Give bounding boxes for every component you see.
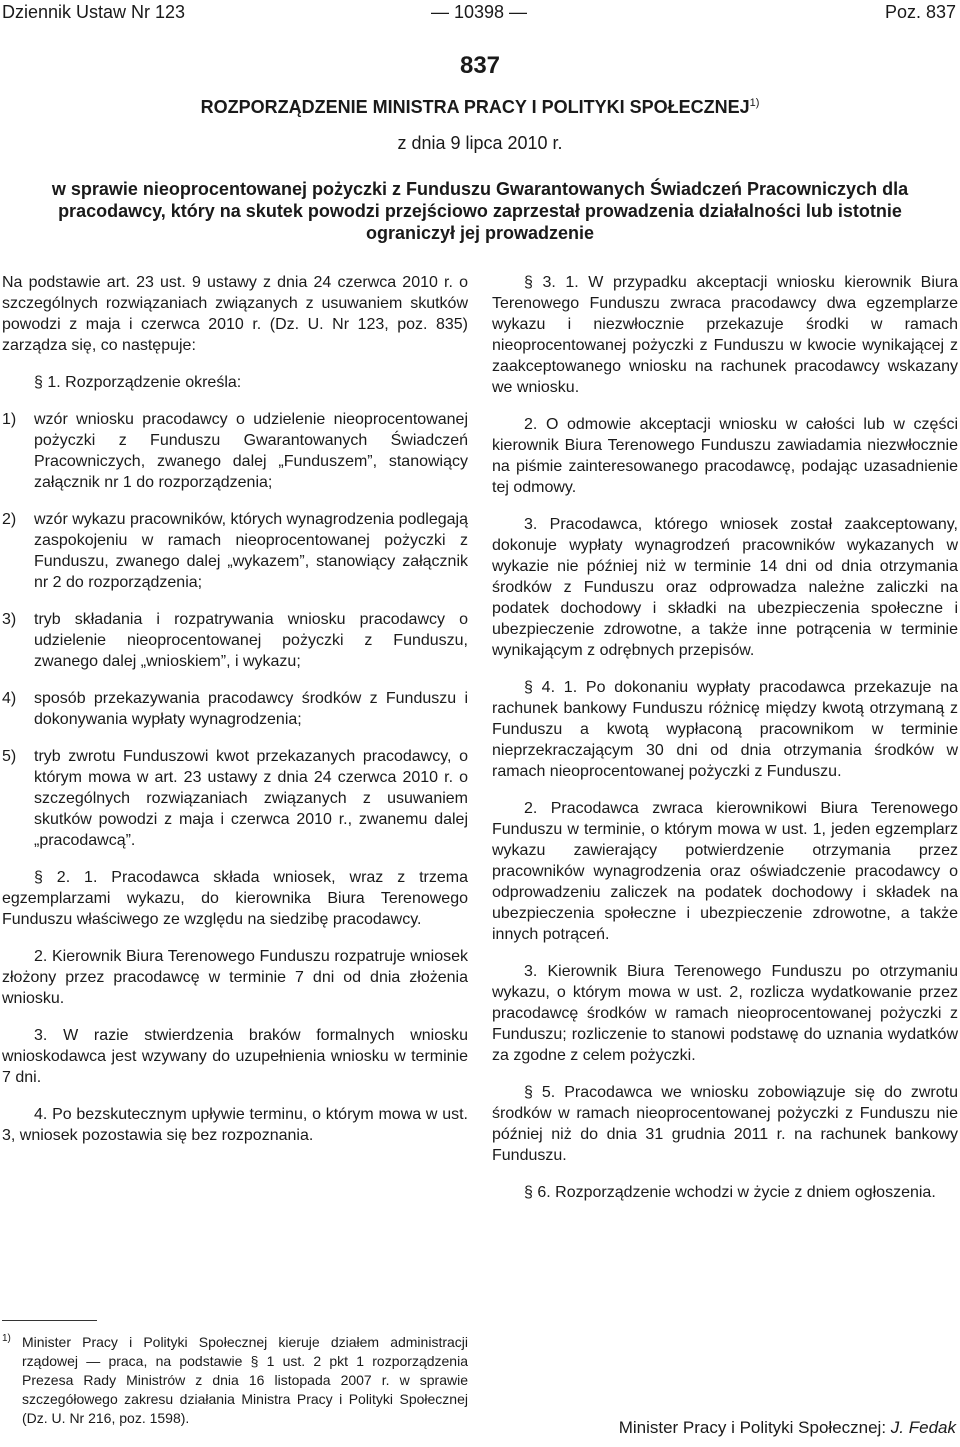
section-4-paragraph-2: 2. Pracodawca zwraca kierownikowi Biura Terenowego Funduszu w terminie, o którym mowa w ust. 1, jeden egzemplarz wykazu zawierający potwierdzenie otrzymania przez pracowników wynagrodzenia oraz oświadczenie pracodawcy o odprowadzeniu zaliczek na podatek dochodowy i składek na ubezpieczenia społeczne i ubezpieczenie zdrowotne, a także innych potrąceń. xyxy=(492,800,958,943)
list-item-number: 4) xyxy=(2,690,17,707)
section-4-paragraph-3: 3. Kierownik Biura Terenowego Funduszu po otrzymaniu wykazu, o którym mowa w ust. 2, rozlicza wydatkowanie przez pracodawcę środków w ramach nieoprocentowanej pożyczki z Funduszu; rozliczenie to stanowi podstawę do uznania wydatków za zgodne z celem pożyczki. xyxy=(492,963,958,1064)
list-item xyxy=(2,409,468,493)
list-item xyxy=(2,746,468,851)
section-2-paragraph-1: § 2. 1. Pracodawca składa wniosek, wraz z trzema egzemplarzami wykazu, do kierownika Biura Terenowego Funduszu właściwego ze względu na siedzibę pracodawcy. xyxy=(2,869,468,928)
list-item-number: 3) xyxy=(2,611,17,628)
title-footnote-marker[interactable]: 1) xyxy=(749,97,760,109)
section-2-paragraph-4: 4. Po bezskutecznym upływie terminu, o którym mowa w ust. 3, wniosek pozostawia się bez rozpoznania. xyxy=(2,1106,468,1144)
section-2-paragraph-2: 2. Kierownik Biura Terenowego Funduszu rozpatruje wniosek złożony przez pracodawcę w terminie 7 dni od dnia złożenia wniosku. xyxy=(2,948,468,1007)
footnote-marker: 1) xyxy=(2,1333,11,1344)
section-5: § 5. Pracodawca we wniosku zobowiązuje się do zwrotu środków w ramach nieoprocentowanej pożyczki z Funduszu nie później niż do dnia 31 grudnia 2011 r. na rachunek bankowy Funduszu. xyxy=(492,1084,958,1164)
section-6: § 6. Rozporządzenie wchodzi w życie z dniem ogłoszenia. xyxy=(524,1184,936,1201)
left-column xyxy=(2,272,468,1162)
page-header xyxy=(2,2,956,28)
section-2-paragraph-3: 3. W razie stwierdzenia braków formalnych wniosku wnioskodawca jest wzywany do uzupełnienia wniosku w terminie 7 dni. xyxy=(2,1027,468,1086)
position-number: Poz. 837 xyxy=(884,2,956,22)
journal-name: Dziennik Ustaw Nr 123 xyxy=(2,2,186,22)
act-title xyxy=(0,97,960,118)
list-item-text: sposób przekazywania pracodawcy środków z Funduszu i dokonywania wypłaty wynagrodzenia; xyxy=(34,690,468,728)
right-column xyxy=(492,272,958,1219)
page-number: — 10398 — xyxy=(430,2,528,22)
act-title-text: ROZPORZĄDZENIE MINISTRA PRACY I POLITYKI SPOŁECZNEJ xyxy=(200,97,750,117)
list-item xyxy=(2,688,468,730)
list-item-text: wzór wykazu pracowników, których wynagrodzenia podlegają zaspokojeniu w ramach nieoprocentowanej pożyczki z Funduszu, zwanego dalej „wykazem”, stanowiący załącznik nr 2 do rozporządzenia; xyxy=(34,511,468,591)
footnote-text: Minister Pracy i Polityki Społecznej kieruje działem administracji rządowej — praca, na podstawie § 1 ust. 2 pkt 1 rozporządzenia Prezesa Rady Ministrów z dnia 16 listopada 2007 r. w sprawie szczegółowego zakresu działania Ministra Pracy i Polityki Społecznej (Dz. U. Nr 216, poz. 1598). xyxy=(22,1334,468,1426)
list-item-number: 1) xyxy=(2,411,17,428)
list-item-number: 2) xyxy=(2,511,17,528)
section-4-paragraph-1: § 4. 1. Po dokonaniu wypłaty pracodawca przekazuje na rachunek bankowy Funduszu różnicę między kwotą otrzymaną z Funduszu a kwotą wypłaconą pracownikom w terminie nieprzekraczającym 30 dni od dnia otrzymania środków w ramach nieoprocentowanej pożyczki z Funduszu. xyxy=(492,679,958,780)
list-item-text: wzór wniosku pracodawcy o udzielenie nieoprocentowanej pożyczki z Funduszu Gwarantowanych Świadczeń Pracowniczych, zwanego dalej „Funduszem”, stanowiący załącznik nr 1 do rozporządzenia; xyxy=(34,411,468,491)
list-item xyxy=(2,509,468,593)
act-date: z dnia 9 lipca 2010 r. xyxy=(397,133,563,153)
preamble: Na podstawie art. 23 ust. 9 ustawy z dnia 24 czerwca 2010 r. o szczególnych rozwiązaniach związanych z usuwaniem skutków powodzi z maja i czerwca 2010 r. (Dz. U. Nr 123, poz. 835) zarządza się, co następuje: xyxy=(2,274,468,354)
list-item xyxy=(2,609,468,672)
section-3-paragraph-1: § 3. 1. W przypadku akceptacji wniosku kierownik Biura Terenowego Funduszu zwraca pracodawcy dwa egzemplarze wykazu i niezwłocznie przekazuje środki w ramach nieoprocentowanej pożyczki z Funduszu w kwocie wynikającej z zaakceptowanego wniosku na rachunek pracodawcy wskazany we wniosku. xyxy=(492,274,958,396)
signature-role: Minister Pracy i Polityki Społecznej: xyxy=(618,1418,887,1437)
signature-name: J. Fedak xyxy=(890,1418,956,1437)
section-1-intro: § 1. Rozporządzenie określa: xyxy=(34,374,242,391)
act-number: 837 xyxy=(459,52,501,79)
list-item-text: tryb zwrotu Funduszowi kwot przekazanych pracodawcy, o którym mowa w art. 23 ustawy z dnia 24 czerwca 2010 r. o szczególnych rozwiązaniach związanych z usuwaniem skutków powodzi z maja i czerwca 2010 r., zwanemu dalej „pracodawcą”. xyxy=(34,748,468,849)
section-3-paragraph-3: 3. Pracodawca, którego wniosek został zaakceptowany, dokonuje wypłaty wynagrodzeń pracowników wykazanych w wykazie nie później niż w terminie 14 dni od dnia otrzymania środków z Funduszu oraz odprowadza należne zaliczki na podatek dochodowy i składki na ubezpieczenia społeczne i ubezpieczenie zdrowotne, a także inne potrącenia w terminie wynikającym z odrębnych przepisów. xyxy=(492,516,958,659)
list-item-number: 5) xyxy=(2,748,17,765)
footnote xyxy=(2,1333,468,1428)
list-item-text: tryb składania i rozpatrywania wniosku pracodawcy o udzielenie nieoprocentowanej pożyczki z Funduszu, zwanego dalej „wnioskiem”, i wykazu; xyxy=(34,611,468,670)
act-subject: w sprawie nieoprocentowanej pożyczki z Funduszu Gwarantowanych Świadczeń Pracowniczych dla pracodawcy, który na skutek powodzi przejściowo zaprzestał prowadzenia działalności lub istotnie ograniczył jej prowadzenie xyxy=(51,179,909,243)
section-3-paragraph-2: 2. O odmowie akceptacji wniosku w całości lub w części kierownik Biura Terenowego Funduszu zawiadamia niezwłocznie na piśmie zainteresowanego pracodawcę, podając uzasadnienie tej odmowy. xyxy=(492,416,958,496)
footnote-divider xyxy=(2,1320,97,1321)
signature xyxy=(619,1418,956,1438)
